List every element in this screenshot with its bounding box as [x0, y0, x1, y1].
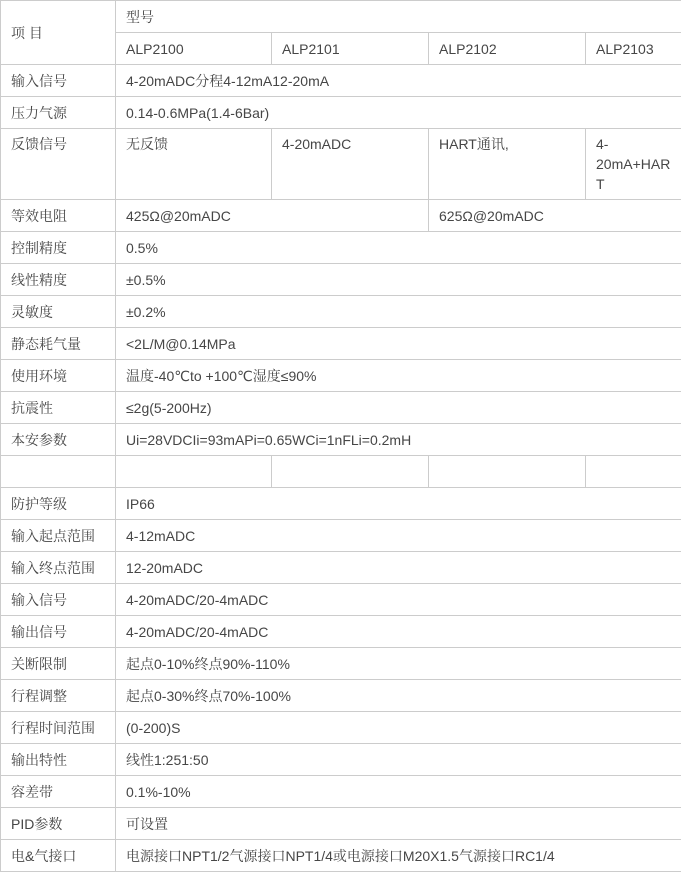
spec-label: 输入终点范围: [1, 552, 116, 584]
spec-row-protection-class: [1, 488, 681, 520]
spec-value: IP66: [116, 488, 681, 520]
spec-label: 本安参数: [1, 424, 116, 456]
spec-value: Ui=28VDCIi=93mAPi=0.65WCi=1nFLi=0.2mH: [116, 424, 681, 456]
spec-row-input-signal-2: [1, 584, 681, 616]
spec-label: 等效电阻: [1, 200, 116, 232]
spec-row-air-supply: [1, 97, 681, 129]
spec-value: [429, 456, 586, 488]
spec-label: 输出特性: [1, 744, 116, 776]
spec-label: 容差带: [1, 776, 116, 808]
spec-label: PID参数: [1, 808, 116, 840]
spec-row-input-start-range: [1, 520, 681, 552]
spec-value: [586, 456, 681, 488]
spec-row-feedback-signal: [1, 129, 681, 200]
spec-row-control-accuracy: [1, 232, 681, 264]
spec-value: 可设置: [116, 808, 681, 840]
spec-value: [116, 456, 272, 488]
spec-value: (0-200)S: [116, 712, 681, 744]
spec-row-pid-parameters: [1, 808, 681, 840]
spec-value: HART通讯,: [429, 129, 586, 200]
model-name-cell: ALP2103: [586, 33, 681, 65]
model-name-cell: ALP2101: [272, 33, 429, 65]
spec-label: 行程调整: [1, 680, 116, 712]
spec-value: ±0.2%: [116, 296, 681, 328]
spec-label: 防护等级: [1, 488, 116, 520]
spec-label: 电&气接口: [1, 840, 116, 872]
spec-value: 4-12mADC: [116, 520, 681, 552]
spec-value: 起点0-10%终点90%-110%: [116, 648, 681, 680]
spec-value: 0.5%: [116, 232, 681, 264]
spec-value: 625Ω@20mADC: [429, 200, 681, 232]
spec-value: <2L/M@0.14MPa: [116, 328, 681, 360]
spec-label: 反馈信号: [1, 129, 116, 200]
spec-row-output-characteristic: [1, 744, 681, 776]
spec-row-input-end-range: [1, 552, 681, 584]
spec-label: 输出信号: [1, 616, 116, 648]
spec-row-input-signal: [1, 65, 681, 97]
spec-value: 4-20mADC/20-4mADC: [116, 616, 681, 648]
spec-row-sensitivity: [1, 296, 681, 328]
spec-value: 4-20mADC: [272, 129, 429, 200]
spec-label: 压力气源: [1, 97, 116, 129]
spec-value: 0.1%-10%: [116, 776, 681, 808]
spec-row-cutoff-limit: [1, 648, 681, 680]
model-name-cell: ALP2102: [429, 33, 586, 65]
spec-value: 12-20mADC: [116, 552, 681, 584]
spec-row-equivalent-resistance: [1, 200, 681, 232]
spec-label: 灵敏度: [1, 296, 116, 328]
spec-row-tolerance-band: [1, 776, 681, 808]
spec-label: 抗震性: [1, 392, 116, 424]
header-row-model: [1, 1, 681, 33]
spec-value: ≤2g(5-200Hz): [116, 392, 681, 424]
spec-row-air-consumption: [1, 328, 681, 360]
spec-label: 行程时间范围: [1, 712, 116, 744]
model-header-cell: 型号: [116, 1, 681, 33]
spec-value: 4-20mADC/20-4mADC: [116, 584, 681, 616]
spec-value: 4-20mA+HART: [586, 129, 681, 200]
spec-row-travel-time-range: [1, 712, 681, 744]
spec-label: 控制精度: [1, 232, 116, 264]
spec-row-output-signal: [1, 616, 681, 648]
spec-label: 线性精度: [1, 264, 116, 296]
spec-row-environment: [1, 360, 681, 392]
spec-row-linearity: [1, 264, 681, 296]
model-name-cell: ALP2100: [116, 33, 272, 65]
spec-row-intrinsic-safety: [1, 424, 681, 456]
spec-value: [272, 456, 429, 488]
spec-row-vibration: [1, 392, 681, 424]
spec-label: 静态耗气量: [1, 328, 116, 360]
spec-row-travel-adjustment: [1, 680, 681, 712]
spec-value: 起点0-30%终点70%-100%: [116, 680, 681, 712]
spec-row-empty: [1, 456, 681, 488]
spec-label: [1, 456, 116, 488]
spec-value: 温度-40℃to +100℃湿度≤90%: [116, 360, 681, 392]
spec-label: 输入信号: [1, 65, 116, 97]
corner-label-cell: 项 目: [1, 1, 116, 65]
spec-value: 线性1:251:50: [116, 744, 681, 776]
spec-row-electrical-pneumatic-connection: [1, 840, 681, 872]
spec-label: 输入起点范围: [1, 520, 116, 552]
spec-value: ±0.5%: [116, 264, 681, 296]
spec-label: 关断限制: [1, 648, 116, 680]
spec-label: 使用环境: [1, 360, 116, 392]
spec-value: 0.14-0.6MPa(1.4-6Bar): [116, 97, 681, 129]
spec-value: 电源接口NPT1/2气源接口NPT1/4或电源接口M20X1.5气源接口RC1/4: [116, 840, 681, 872]
spec-value: 4-20mADC分程4-12mA12-20mA: [116, 65, 681, 97]
spec-label: 输入信号: [1, 584, 116, 616]
spec-value: 425Ω@20mADC: [116, 200, 429, 232]
spec-value: 无反馈: [116, 129, 272, 200]
